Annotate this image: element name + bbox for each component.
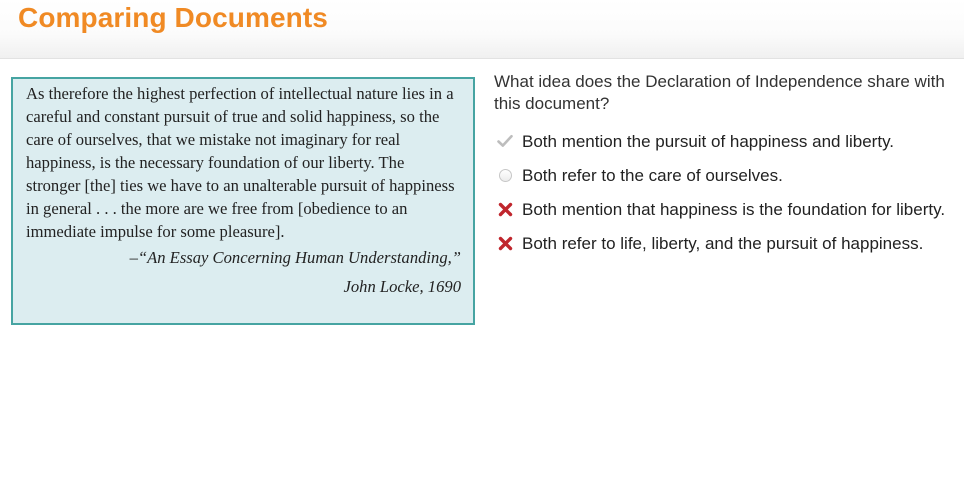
passage-source: –“An Essay Concerning Human Understanding,” [129,248,461,267]
passage-author: John Locke, 1690 [343,277,461,296]
x-icon [496,200,514,218]
answer-options [494,130,954,266]
passage-text: As therefore the highest perfection of intellectual nature lies in a careful and constant pursuit of true and solid happiness, so the care of ourselves, that we mistake not imaginary for real happiness, is the necessary foundation of our liberty. The stronger [the] ties we have to an unalterable pursuit of happiness in general . . . the more are we free from [obedience to an immediate impulse for some pleasure]. [26,84,455,241]
answer-option[interactable] [494,198,954,221]
answer-option[interactable] [494,232,954,255]
passage-box [11,77,475,325]
answer-option-label: Both mention the pursuit of happiness and liberty. [522,132,895,151]
question-prompt: What idea does the Declaration of Independence share with this document? [494,72,945,113]
answer-option[interactable] [494,130,954,153]
answer-option-label: Both refer to the care of ourselves. [522,166,783,185]
x-icon [496,234,514,252]
answer-option-label: Both mention that happiness is the foundation for liberty. [522,200,946,219]
answer-option-label: Both refer to life, liberty, and the pursuit of happiness. [522,234,924,253]
radio-icon[interactable] [496,166,514,184]
page-title: Comparing Documents [18,2,328,33]
header [0,0,964,59]
answer-option[interactable] [494,164,954,187]
check-icon [496,132,514,150]
